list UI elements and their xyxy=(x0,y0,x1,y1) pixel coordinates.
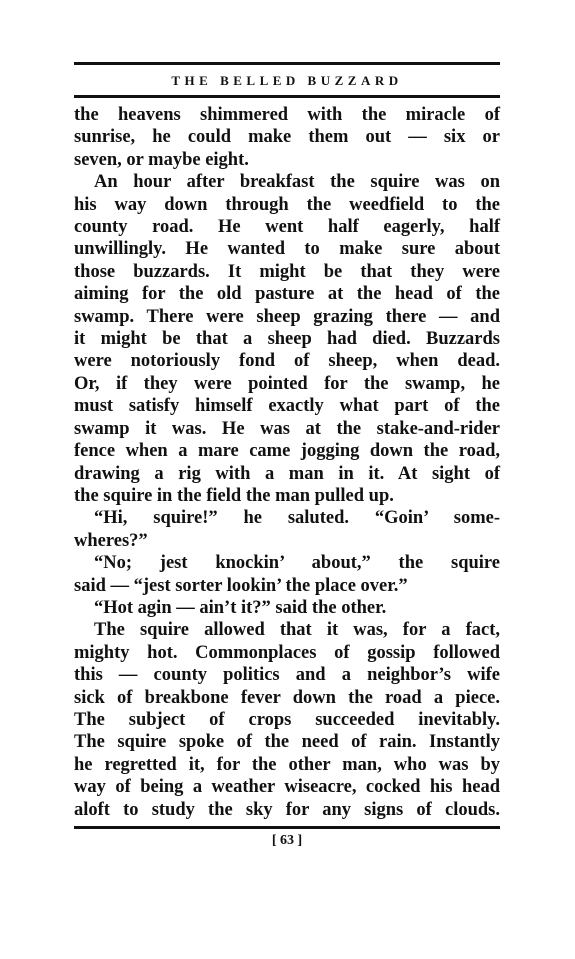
text-line: mighty hot. Commonplaces of gossip followed xyxy=(74,642,500,663)
text-line: swamp. There were sheep grazing there — and xyxy=(74,306,500,327)
text-line: sunrise, he could make them out — six or xyxy=(74,127,500,148)
text-line: “Hot agin — ain’t it?” said the other. xyxy=(94,597,387,618)
text-line: seven, or maybe eight. xyxy=(74,149,249,170)
text-line: The squire spoke of the need of rain. Instantly xyxy=(74,732,500,753)
text-line: “Hi, squire!” he saluted. “Goin’ some- xyxy=(94,508,500,529)
text-line: aloft to study the sky for any signs of clouds. xyxy=(74,799,500,820)
text-line: The subject of crops succeeded inevitably. xyxy=(74,709,500,730)
body-text xyxy=(74,104,500,821)
text-line: were notoriously fond of sheep, when dead. xyxy=(74,351,500,372)
text-line: Or, if they were pointed for the swamp, he xyxy=(74,373,500,394)
text-line: wheres?” xyxy=(74,530,148,551)
text-line: way of being a weather wiseacre, cocked his head xyxy=(74,777,500,798)
text-line: must satisfy himself exactly what part of the xyxy=(74,396,500,417)
footer-rule xyxy=(74,826,500,829)
text-line: the squire in the field the man pulled up. xyxy=(74,485,394,506)
text-line: aiming for the old pasture at the head of the xyxy=(74,284,500,305)
text-line: swamp it was. He was at the stake-and-rider xyxy=(74,418,500,439)
text-line: his way down through the weedfield to the xyxy=(74,194,500,215)
text-line: drawing a rig with a man in it. At sight of xyxy=(74,463,500,484)
text-line: said — “jest sorter lookin’ the place over.” xyxy=(74,575,408,596)
text-line: The squire allowed that it was, for a fact, xyxy=(94,620,500,641)
text-line: fence when a mare came jogging down the road, xyxy=(74,441,500,462)
text-line: An hour after breakfast the squire was on xyxy=(94,172,500,193)
text-line: county road. He went half eagerly, half xyxy=(74,217,500,238)
text-line: “No; jest knockin’ about,” the squire xyxy=(94,553,500,574)
text-line: it might be that a sheep had died. Buzzards xyxy=(74,329,500,350)
top-rule xyxy=(74,62,500,65)
page-number: [ 63 ] xyxy=(271,833,303,848)
text-line: he regretted it, for the other man, who was by xyxy=(74,754,500,775)
text-line: sick of breakbone fever down the road a piece. xyxy=(74,687,500,708)
text-line: the heavens shimmered with the miracle of xyxy=(74,105,500,125)
text-line: those buzzards. It might be that they were xyxy=(74,261,500,282)
book-page xyxy=(74,62,500,849)
text-line: this — county politics and a neighbor’s wife xyxy=(74,665,500,686)
running-head: THE BELLED BUZZARD xyxy=(171,73,403,88)
text-line: unwillingly. He wanted to make sure about xyxy=(74,239,500,260)
header-rule xyxy=(74,95,500,98)
